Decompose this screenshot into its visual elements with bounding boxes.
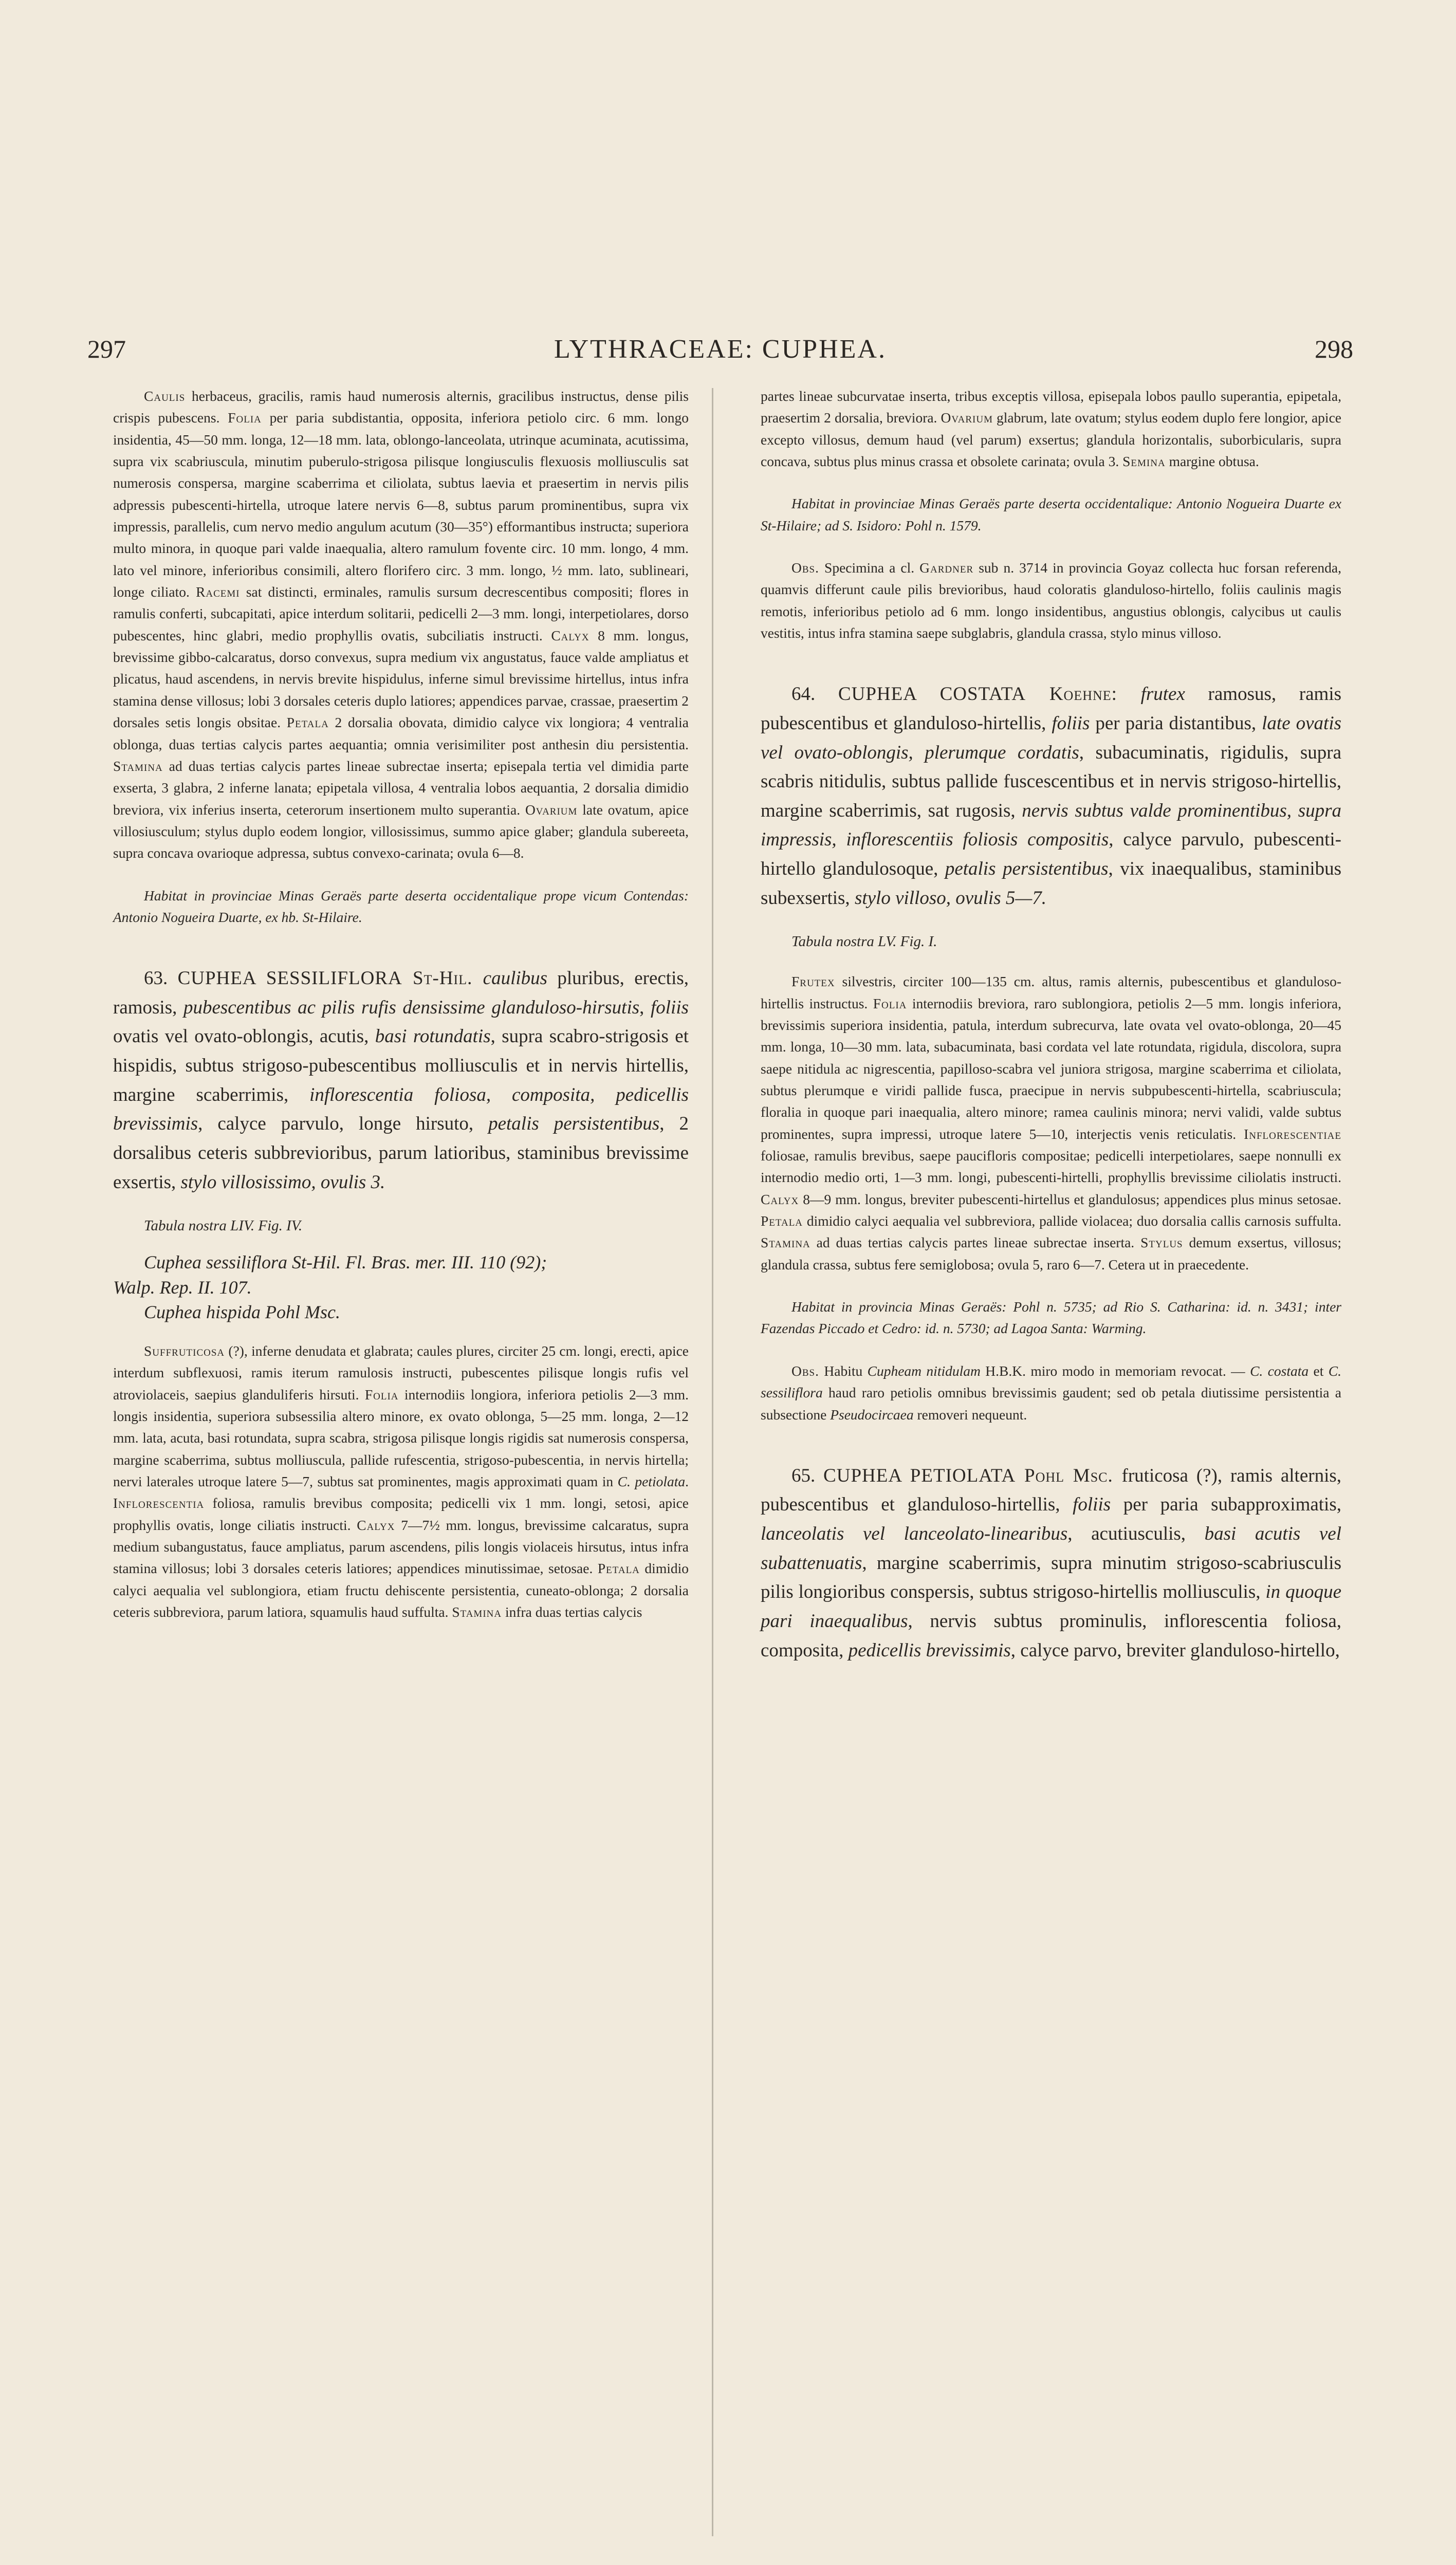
text-run: foliis bbox=[1073, 1494, 1111, 1516]
text-run: ramosus, ramis pubescentibus et glanduloso-hirtellis, bbox=[761, 684, 1341, 734]
term-calyx: Calyx bbox=[551, 627, 589, 643]
term-racemi: Racemi bbox=[196, 584, 240, 600]
species-name: CUPHEA SESSILIFLORA bbox=[177, 968, 402, 989]
text-run: late ovatis vel ovato-oblongis, plerumque cordatis bbox=[761, 713, 1342, 763]
synonym-line: Walp. Rep. II. 107. bbox=[113, 1277, 252, 1298]
text-run: , calyce parvulo, pubescenti-hirtello glandulosoque, bbox=[761, 829, 1341, 880]
text-run: inflorescentia foliosa, composita, pedicellis brevissimis bbox=[113, 1084, 689, 1135]
term-stylus: Stylus bbox=[1140, 1234, 1183, 1251]
text-run: demum exsertus, villosus; glandula crassa, subtus fere semiglobosa; ovula 5, raro 6—7. Cetera ut in praecedente. bbox=[761, 1234, 1341, 1272]
text-run: et bbox=[1308, 1362, 1329, 1379]
text-run: nervis subtus valde prominentibus, supra impressis, inflorescentiis foliosis compositis bbox=[761, 800, 1341, 851]
text-run: in quoque pari inaequalibus bbox=[761, 1581, 1341, 1632]
species-65-diagnosis bbox=[761, 1462, 1341, 1665]
text-run: foliis bbox=[650, 997, 689, 1018]
observation-note bbox=[761, 557, 1341, 644]
text-run: glabrum, late ovatum; stylus eodem duplo fere longior, apice excepto villosus, demum haud (vel parum) exsertus; glandula horizontalis, suborbicularis, supra concava, subtus plus minus crassa et obsolete carinata; ovula 3. bbox=[761, 410, 1341, 470]
text-run: haud raro petiolis omnibus brevissimis gaudent; sed ob petala diutissime persistentia a subsectione bbox=[761, 1385, 1341, 1423]
right-column bbox=[761, 385, 1341, 1665]
text-run: , calyce parvulo, longe hirsuto, bbox=[198, 1113, 489, 1135]
text-run: , subacuminatis, rigidulis, supra scabris nitidulis, subtus pallide fuscescentibus et in nervis strigoso-hirtellis, margine scaberrimis, sat rugosis, bbox=[761, 742, 1341, 821]
synonymy bbox=[113, 1250, 689, 1325]
text-run: per paria subdistantia, opposita, inferiora petiolo circ. 6 mm. longo insidentia, 45—50 mm. longa, 12—18 mm. lata, oblongo-lanceolata, utrinque acuminata, acutissima, supra vix scabriuscula, minutim puberulo-strigosa pilisque longiusculis flexuosis molliusculis sat numerosis conspersa, margine scaberrima et ciliolata, subtus laevia et praesertim in nervis pilis adpressis pubescenti-hirtella, utroque latere nervis 6—8, subtus parum prominentibus, supra vix impressis, parallelis, cum nervo medio angulum acutum (30—35°) efformantibus instructa; superiora multo minora, in quoque pari valde inaequalia, altero ramulum fovente circ. 10 mm. longo, 4 mm. lato vel minore, inferioribus consimili, altero florifero circ. 3 mm. longo, ½ mm. lato, sublineari, longe ciliato. bbox=[113, 410, 689, 600]
plate-reference: Tabula nostra LV. Fig. I. bbox=[791, 933, 937, 950]
text-run: , acutiusculis, bbox=[1067, 1523, 1205, 1545]
text-run: basi rotundatis bbox=[375, 1026, 491, 1047]
species-author: St-Hil. bbox=[402, 968, 483, 989]
text-run: stylo villoso, ovulis 5—7. bbox=[854, 887, 1047, 909]
text-run: ad duas tertias calycis partes lineae subrectae inserta; episepala tertia vel dimidia parte exserta, 3 glabra, 2 inferne lanata; epipetala villosa, 4 ventralia lobos aequantia, 2 dorsalia dimidio breviora, vix inferius inserta, ceterorum insertionem multo superantia. bbox=[113, 758, 689, 818]
text-run: internodiis longiora, inferiora petiolis 2—3 mm. longis insidentia, superiora subsessilia altero minore, ex ovato oblonga, 5—25 mm. longa, 2—12 mm. lata, acuta, basi rotundata, supra scabra, strigosa pilisque longis rigidis sat numerosis conspersa, margine scaberrima, subtus molliuscula, pallide rufescentia, strigoso-pubescentia, in nervis hirtella; nervi laterales utroque latere 5—7, subtus sat prominentes, magis approximati quam in bbox=[113, 1386, 689, 1489]
species-name: CUPHEA COSTATA bbox=[838, 684, 1026, 705]
species-63-diagnosis bbox=[113, 964, 689, 1197]
text-run: margine obtusa. bbox=[1165, 453, 1259, 470]
plate-reference: Tabula nostra LIV. Fig. IV. bbox=[144, 1217, 303, 1234]
term-calyx: Calyx bbox=[761, 1191, 799, 1207]
text-run: removeri nequeunt. bbox=[913, 1406, 1027, 1423]
text-run: 8—9 mm. longus, breviter pubescenti-hirtellus et glandulosus; appendices plus minus setosae. bbox=[799, 1191, 1341, 1207]
text-run: 7—7½ mm. longus, brevissime calcaratus, supra medium subangustatus, fauce ampliatus, parum ascendens, pilis longis violaceis hirsutus, intus infra stamina villosus; lobi 3 dorsales ceteris latiores; appendices minutissimae, setosae. bbox=[113, 1517, 689, 1577]
text-run: Specimina a cl. bbox=[819, 560, 920, 576]
term-folia: Folia bbox=[873, 995, 907, 1011]
description-paragraph bbox=[761, 385, 1341, 472]
text-run: foliosae, ramulis brevibus, saepe paucifloris compositae; pedicelli interpetiolares, saepe nonnulli ex internodio medio orti, 1—3 mm. longi, pubescenti-hirtelli, prophyllis brevissime ciliolatis instructi. bbox=[761, 1148, 1341, 1186]
text-run: , nervis subtus prominulis, inflorescentia foliosa, composita, bbox=[761, 1610, 1341, 1661]
term-frutex: Frutex bbox=[791, 973, 835, 990]
text-run: 2 dorsalia obovata, dimidio calyce vix longiora; 4 ventralia oblonga, duas tertias calycis partes aequantia; omnia verisimiliter post anthesin diu persistentia. bbox=[113, 714, 689, 752]
page-number-left: 297 bbox=[87, 335, 126, 363]
running-title: LYTHRACEAE: CUPHEA. bbox=[554, 335, 887, 364]
text-run: , bbox=[639, 997, 651, 1018]
text-run: ad duas tertias calycis partes lineae subrectae inserta. bbox=[810, 1234, 1141, 1251]
text-run: (?), inferne denudata et glabrata; caules plures, circiter 25 cm. longi, erecti, apice interdum subflexuosi, ramis iterum ramulosis instructi, pubescentes pilisque longis rufis vel atroviolaceis, saepius glanduliferis hirsuti. bbox=[113, 1342, 689, 1403]
column-divider bbox=[712, 388, 713, 2536]
text-run: basi acutis vel subattenuatis bbox=[761, 1523, 1341, 1574]
text-run: frutex bbox=[1140, 684, 1185, 705]
text-run: fruticosa (?), ramis alternis, pubescentibus et glanduloso-hirtellis, bbox=[761, 1465, 1341, 1516]
text-run: , margine scaberrimis, supra minutim strigoso-scabriusculis pilis longioribus conspersis, subtus strigoso-hirtellis molliusculis, bbox=[761, 1552, 1341, 1603]
text-run: ovatis vel ovato-oblongis, acutis, bbox=[113, 1026, 375, 1047]
term-inflorescentiae: Inflorescentiae bbox=[1244, 1125, 1341, 1142]
term-ovarium: Ovarium bbox=[941, 410, 993, 426]
text-run: C. costata bbox=[1250, 1362, 1309, 1379]
term-semina: Semina bbox=[1122, 453, 1166, 470]
text-run: per paria distantibus, bbox=[1090, 713, 1262, 734]
habitat-note: Habitat in provinciae Minas Geraës parte deserta occidentalique: Antonio Nogueira Duarte ex St-Hilaire; ad S. Isidoro: Pohl n. 1579. bbox=[761, 495, 1341, 533]
text-run: petalis persistentibus bbox=[488, 1113, 660, 1135]
text-run: dimidio calyci aequalia vel sublongiora, etiam fructu dehiscente persistentia, cuneato-oblonga; 2 dorsalia ceteris subbreviora, parum latiora, squamulis haud suffulta. bbox=[113, 1560, 689, 1620]
text-run: dimidio calyci aequalia vel subbreviora, pallide violacea; duo dorsalia callis carnosis suffulta. bbox=[803, 1213, 1341, 1229]
text-run: pluribus, erectis, ramosis, bbox=[113, 968, 689, 1018]
term-stamina: Stamina bbox=[452, 1604, 502, 1620]
term-obs: Obs. bbox=[791, 1362, 819, 1379]
text-run: herbaceus, gracilis, ramis haud numerosis alternis, gracilibus instructus, dense pilis crispis pubescens. bbox=[113, 388, 689, 426]
text-run: Habitu bbox=[819, 1362, 868, 1379]
text-run: foliosa, ramulis brevibus composita; pedicelli vix 1 mm. longi, setosi, apice prophyllis ovatis, longe ciliatis instructi. bbox=[113, 1495, 689, 1533]
text-run: lanceolatis vel lanceolato-linearibus bbox=[761, 1523, 1068, 1545]
text-run: late ovatum, apice villosiusculum; stylus duplo eodem longior, villosissimus, summo apice glaber; glandula subereeta, supra concava ovarioque adpressa, subtus convexo-carinata; ovula 6—8. bbox=[113, 801, 689, 861]
text-run: C. sessiliflora bbox=[761, 1362, 1342, 1401]
text-run: , 2 dorsalibus ceteris subbrevioribus, parum latioribus, staminibus brevissime exsertis, bbox=[113, 1113, 689, 1193]
term-ovarium: Ovarium bbox=[525, 801, 578, 818]
text-run: petalis persistentibus bbox=[945, 858, 1109, 880]
text-run: silvestris, circiter 100—135 cm. altus, ramis alternis, pubescentibus et glanduloso-hirtellis instructus. bbox=[761, 973, 1341, 1011]
habitat-note: Habitat in provincia Minas Geraës: Pohl n. 5735; ad Rio S. Catharina: id. n. 3431; inter Fazendas Piccado et Cedro: id. n. 5730; ad Lagoa Santa: Warming. bbox=[761, 1299, 1341, 1337]
page-number-right: 298 bbox=[1315, 335, 1353, 363]
term-folia: Folia bbox=[364, 1386, 399, 1403]
description-paragraph bbox=[113, 1340, 689, 1623]
term-petala: Petala bbox=[286, 714, 329, 731]
text-run: caulibus bbox=[483, 968, 548, 989]
text-run: , calyce parvo, breviter glanduloso-hirtello, bbox=[1010, 1639, 1340, 1661]
term-suffruticosa: Suffruticosa bbox=[144, 1342, 225, 1359]
left-column bbox=[113, 385, 689, 1623]
term-calyx: Calyx bbox=[357, 1517, 395, 1533]
synonym-line: Cuphea sessiliflora St-Hil. Fl. Bras. mer. III. 110 (92); bbox=[144, 1252, 547, 1273]
description-paragraph bbox=[113, 385, 689, 864]
text-run: Pseudocircaea bbox=[830, 1406, 914, 1423]
term-obs: Obs. bbox=[791, 560, 819, 576]
term-petala: Petala bbox=[761, 1213, 803, 1229]
term-petala: Petala bbox=[597, 1560, 640, 1577]
text-run: per paria subapproximatis, bbox=[1111, 1494, 1341, 1516]
text-run: infra duas tertias calycis bbox=[502, 1604, 642, 1620]
description-paragraph bbox=[761, 971, 1341, 1276]
text-run: sub n. 3714 in provincia Goyaz collecta huc forsan referenda, quamvis differunt caule pilis brevioribus, haud coloratis glanduloso-hirtello, foliis caulinis magis remotis, inferioribus petiolo ad 6 mm. longo insidentibus, angustius oblongis, calycibus ut caulis vestitis, intus infra stamina saepe subglabris, glandula crassa, stylo minus villoso. bbox=[761, 560, 1342, 641]
text-run: H.B.K. miro modo in memoriam revocat. — bbox=[980, 1362, 1250, 1379]
species-64-diagnosis bbox=[761, 680, 1341, 913]
text-run: C. petiolata bbox=[617, 1473, 686, 1489]
species-number: 63. bbox=[144, 968, 178, 989]
text-run: , supra scabro-strigosis et hispidis, subtus strigoso-pubescentibus molliusculis et in nervis hirtellis, margine scaberrimis, bbox=[113, 1026, 689, 1105]
observation-note bbox=[761, 1360, 1341, 1426]
species-author: Pohl Msc. bbox=[1016, 1465, 1122, 1486]
term-caulis: Caulis bbox=[144, 388, 186, 404]
text-run: pedicellis brevissimis bbox=[848, 1639, 1011, 1661]
species-number: 65. bbox=[791, 1465, 824, 1486]
text-run: partes lineae subcurvatae inserta, tribus exceptis villosa, episepala lobos paullo superantia, epipetala, praesertim 2 dorsalia, breviora. bbox=[761, 388, 1341, 426]
text-run: sat distincti, erminales, ramulis sursum decrescentibus compositi; flores in ramulis conferti, subcapitati, apice interdum solitarii, pedicelli 2—3 mm. longi, interpetiolares, dorso pubescentes, hinc glabri, medio prophyllis ovatis, subciliatis instructi. bbox=[113, 584, 689, 643]
species-name: CUPHEA PETIOLATA bbox=[823, 1465, 1016, 1486]
text-run: Gardner bbox=[919, 560, 974, 576]
text-run: foliis bbox=[1052, 713, 1090, 734]
term-folia: Folia bbox=[228, 410, 262, 426]
term-inflorescentia: Inflorescentia bbox=[113, 1495, 205, 1511]
text-run: . bbox=[685, 1473, 689, 1489]
synonym-line: Cuphea hispida Pohl Msc. bbox=[144, 1302, 340, 1323]
species-number: 64. bbox=[791, 684, 838, 705]
habitat-note: Habitat in provinciae Minas Geraës parte deserta occidentalique prope vicum Contendas: Antonio Nogueira Duarte, ex hb. St-Hilaire. bbox=[113, 887, 689, 925]
text-run: Cupheam nitidulam bbox=[867, 1362, 981, 1379]
species-author: Koehne: bbox=[1026, 684, 1141, 705]
term-stamina: Stamina bbox=[761, 1234, 810, 1251]
text-run: stylo villosissimo, ovulis 3. bbox=[180, 1171, 385, 1193]
text-run: , vix inaequalibus, staminibus subexsertis, bbox=[761, 858, 1341, 909]
text-run: 8 mm. longus, brevissime gibbo-calcaratus, dorso convexus, supra medium vix angustatus, fauce valde ampliatus et plicatus, haud ascendens, in nervis brevite hispidulus, inferne simul brevissime hirtellus, intus infra stamina dense villosus; lobi 3 dorsales ceteris duplo latiores; appendices parvae, crassae, praesertim 2 dorsales setis longis obsitae. bbox=[113, 627, 689, 731]
page-header bbox=[87, 334, 1353, 375]
term-stamina: Stamina bbox=[113, 758, 163, 774]
text-run: internodiis breviora, raro sublongiora, petiolis 2—5 mm. longis inferiora, brevissimis superiora insidentia, patula, interdum subrecurva, late ovata vel ovato-oblonga, 20—45 mm. longa, 10—30 mm. lata, subacuminata, basi cordata vel late rotundata, rigidula, discolora, supra saepe nitidula ac nigrescentia, papilloso-scabra vel juniora strigosa, margine scaberrima et ciliolata, subtus plerumque e viridi pallide fusca, praecipue in nervis subpubescenti-hirtella, scabriuscula; floralia in quoque pari inaequalia, altero minore; ramea caulinis minora; nervi validi, valde subtus prominentes, supra impressi, utroque latere 5—10, interjectis venis reticulatis. bbox=[761, 995, 1341, 1142]
text-run: pubescentibus ac pilis rufis densissime glanduloso-hirsutis bbox=[183, 997, 640, 1018]
